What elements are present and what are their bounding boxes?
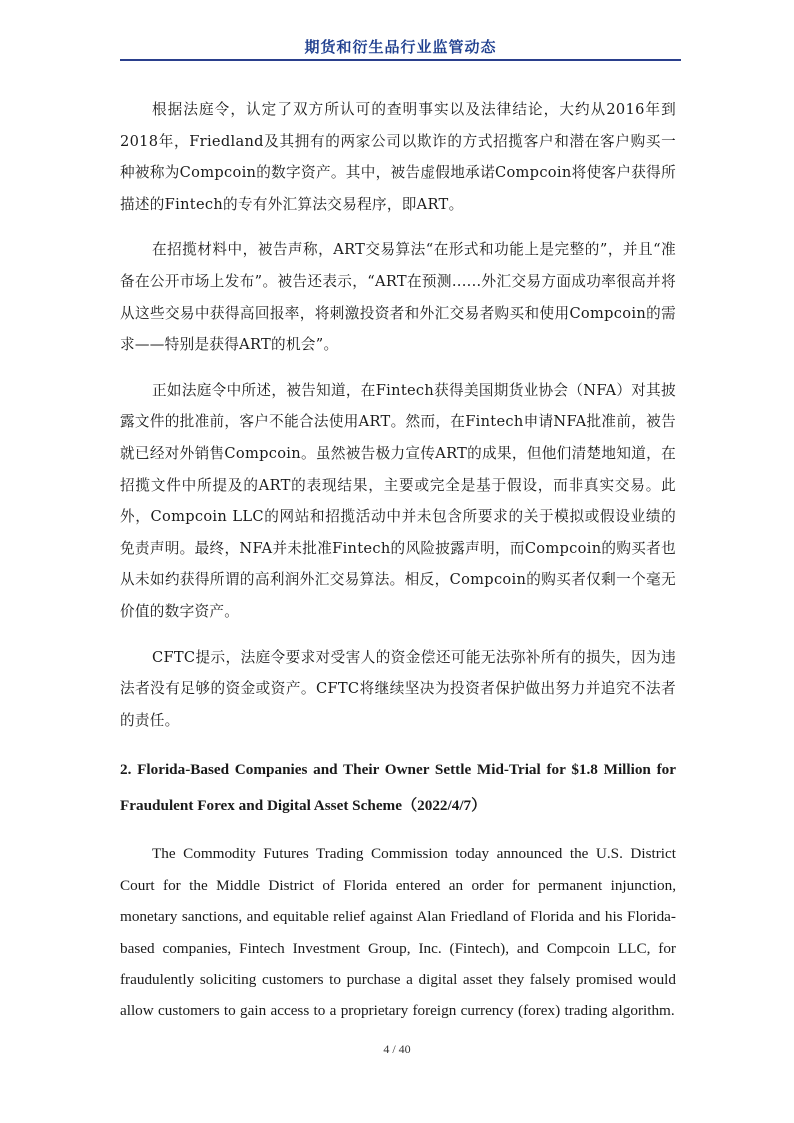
page-header-title: 期货和衍生品行业监管动态 xyxy=(304,38,497,56)
page-body xyxy=(120,94,676,1027)
body-paragraph-4: CFTC提示，法庭令要求对受害人的资金偿还可能无法弥补所有的损失，因为违法者没有足够的资金或资产。CFTC将继续坚决为投资者保护做出努力并追究不法者的责任。 xyxy=(120,648,676,729)
body-paragraph-3: 正如法庭令中所述，被告知道，在Fintech获得美国期货业协会（NFA）对其披露文件的批准前，客户不能合法使用ART。然而，在Fintech申请NFA批准前，被告就已经对外销售Compcoin。虽然被告极力宣传ART的成果，但他们清楚地知道，在招揽文件中所提及的ART的表现结果，主要或完全是基于假设，而非真实交易。此外，Compcoin LLC的网站和招揽活动中并未包含所要求的关于模拟或假设业绩的免责声明。最终，NFA并未批准Fintech的风险披露声明，而Compcoin的购买者也从未如约获得所谓的高利润外汇交易算法。相反，Compcoin的购买者仅剩一个毫无价值的数字资产。 xyxy=(120,381,676,620)
paragraph-spacer xyxy=(120,628,676,642)
paragraph-spacer xyxy=(120,736,676,752)
section-body-paragraph: The Commodity Futures Trading Commission today announced the U.S. District Court for the Middle District of Florida entered an order for permanent injunction, monetary sanctions, and equitable relief against Alan Friedland of Florida and his Florida-based companies, Fintech Investment Group, Inc. (Fintech), and Compcoin LLC, for fraudulently soliciting customers to purchase a digital asset they falsely promised would allow customers to gain access to a proprietary foreign currency (forex) trading algorithm. xyxy=(120,845,676,1020)
section-heading: 2. Florida-Based Companies and Their Owner Settle Mid-Trial for $1.8 Million for Fraudulent Forex and Digital Asset Scheme（2022/4/7） xyxy=(120,761,676,815)
body-paragraph-1: 根据法庭令，认定了双方所认可的查明事实以及法律结论，大约从2016年到2018年，Friedland及其拥有的两家公司以欺诈的方式招揽客户和潜在客户购买一种被称为Compcoin的数字资产。其中，被告虚假地承诺Compcoin将使客户获得所描述的Fintech的专有外汇算法交易程序，即ART。 xyxy=(120,101,676,213)
page-number: 4 / 40 xyxy=(383,1042,411,1056)
header-divider xyxy=(120,59,681,61)
body-paragraph-2: 在招揽材料中，被告声称，ART交易算法“在形式和功能上是完整的”，并且“准备在公开市场上发布”。被告还表示，“ART在预测......外汇交易方面成功率很高并将从这些交易中获得高回报率，将刺激投资者和外汇交易者购买和使用Compcoin的需求——特别是获得ART的机会”。 xyxy=(120,241,676,354)
paragraph-spacer xyxy=(120,220,676,234)
paragraph-spacer xyxy=(120,824,676,838)
paragraph-spacer xyxy=(120,361,676,375)
